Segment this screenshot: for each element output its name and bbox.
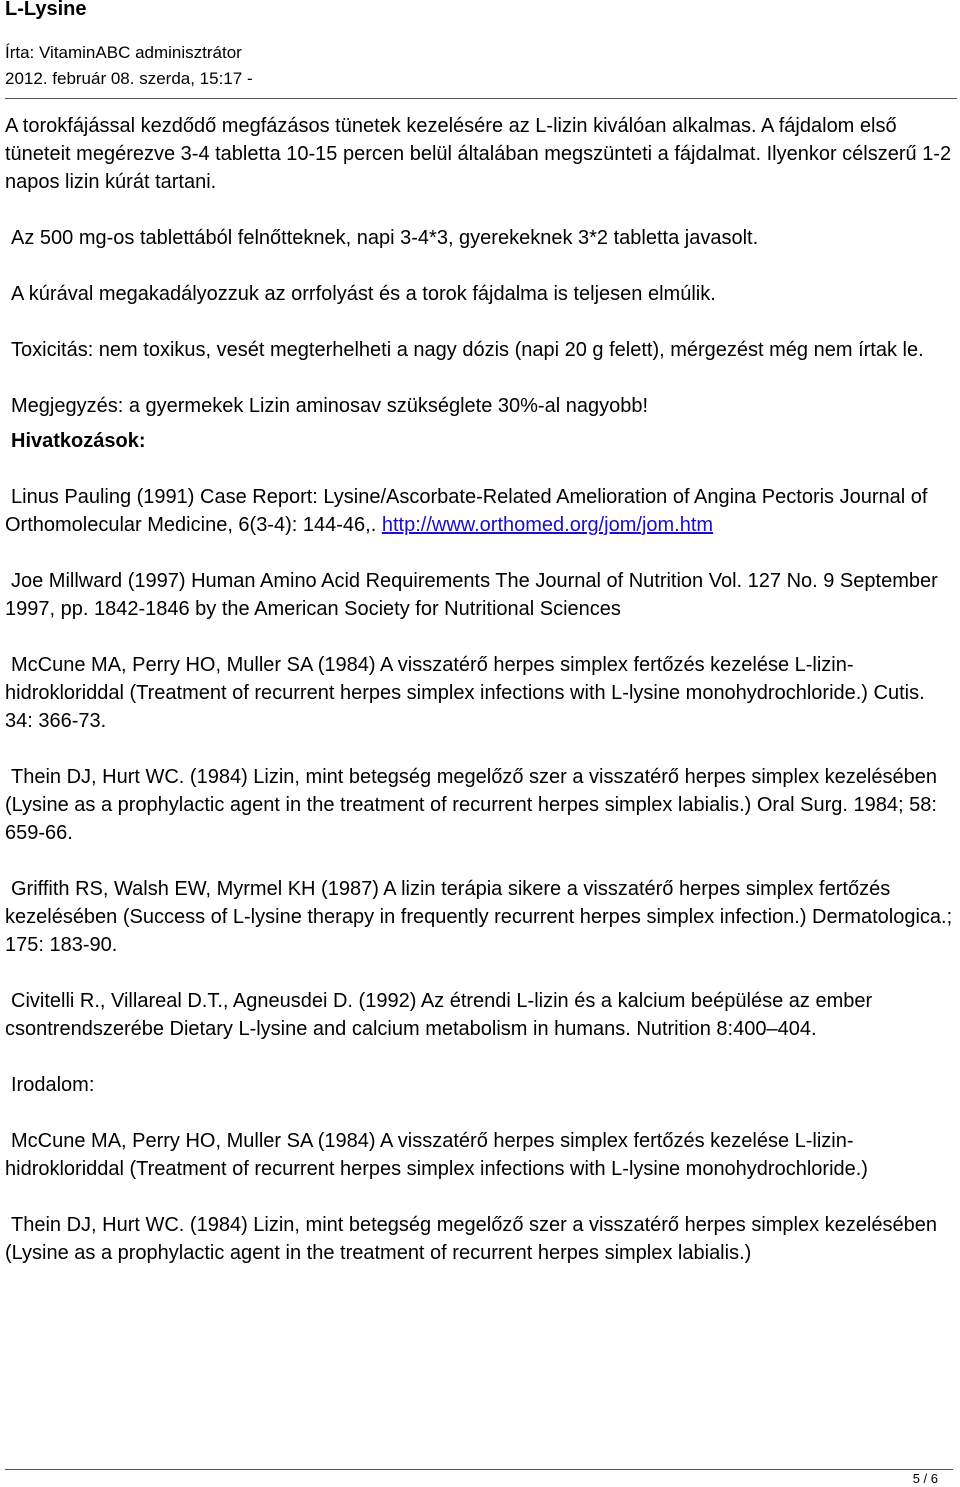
- paragraph-intro: A torokfájással kezdődő megfázásos tünetek kezelésére az L-lizin kiválóan alkalmas. A fájdalom első tüneteit megérezve 3-4 tabletta 10-15 percen belül általában megszünteti a fájdalmat. Ilyenkor célszerű 1-2 napos lizin kúrát tartani.: [5, 115, 952, 193]
- reference-item: McCune MA, Perry HO, Muller SA (1984) A visszatérő herpes simplex fertőzés kezelése L-lizin-hidrokloriddal (Treatment of recurrent herpes simplex infections with L-lysine monohydrochloride.) Cutis. 34: 366-73.: [5, 654, 925, 732]
- reference-item: Civitelli R., Villareal D.T., Agneusdei D. (1992) Az étrendi L-lizin és a kalcium beépülése az ember csontrendszerébe Dietary L-lysine and calcium metabolism in humans. Nutrition 8:400–404.: [5, 990, 873, 1040]
- paragraph-effect: A kúrával megakadályozzuk az orrfolyást és a torok fájdalma is teljesen elmúlik.: [11, 283, 716, 305]
- date-line: 2012. február 08. szerda, 15:17 -: [5, 69, 253, 88]
- references-heading: Hivatkozások:: [11, 430, 146, 452]
- paragraph-note: Megjegyzés: a gyermekek Lizin aminosav szükséglete 30%-al nagyobb!: [11, 395, 649, 417]
- header-divider: [5, 98, 957, 99]
- author-line: Írta: VitaminABC adminisztrátor: [5, 43, 242, 62]
- literature-item: McCune MA, Perry HO, Muller SA (1984) A visszatérő herpes simplex fertőzés kezelése L-lizin-hidrokloriddal (Treatment of recurrent herpes simplex infections with L-lysine monohydrochloride.): [5, 1130, 868, 1180]
- article-body: [0, 112, 960, 1267]
- reference-item: [0, 483, 960, 539]
- page-number: 5 / 6: [912, 1471, 938, 1486]
- reference-item: Griffith RS, Walsh EW, Myrmel KH (1987) A lizin terápia sikere a visszatérő herpes simplex fertőzés kezelésében (Success of L-lysine therapy in frequently recurrent herpes simplex infection.) Dermatologica.; 175: 183-90.: [5, 878, 953, 956]
- reference-link[interactable]: http://www.orthomed.org/jom/jom.htm: [381, 514, 714, 536]
- literature-heading: Irodalom:: [11, 1074, 95, 1096]
- reference-item: Joe Millward (1997) Human Amino Acid Requirements The Journal of Nutrition Vol. 127 No. 9 September 1997, pp. 1842-1846 by the American Society for Nutritional Sciences: [5, 570, 938, 620]
- reference-text: Linus Pauling (1991) Case Report: Lysine/Ascorbate-Related Amelioration of Angina Pectoris Journal of Orthomolecular Medicine, 6(3-4): 144-46,.: [5, 486, 928, 536]
- paragraph-toxicity: Toxicitás: nem toxikus, vesét megterhelheti a nagy dózis (napi 20 g felett), mérgezést még nem írtak le.: [11, 339, 924, 361]
- footer-divider: [5, 1469, 953, 1470]
- literature-item: Thein DJ, Hurt WC. (1984) Lizin, mint betegség megelőző szer a visszatérő herpes simplex kezelésében (Lysine as a prophylactic agent in the treatment of recurrent herpes simplex labialis.): [5, 1214, 937, 1264]
- paragraph-dosage: Az 500 mg-os tablettából felnőtteknek, napi 3-4*3, gyerekeknek 3*2 tabletta javasolt.: [11, 227, 759, 249]
- page-title: L-Lysine: [5, 0, 87, 20]
- reference-item: Thein DJ, Hurt WC. (1984) Lizin, mint betegség megelőző szer a visszatérő herpes simplex kezelésében (Lysine as a prophylactic agent in the treatment of recurrent herpes simplex labialis.) Oral Surg. 1984; 58: 659-66.: [5, 766, 937, 844]
